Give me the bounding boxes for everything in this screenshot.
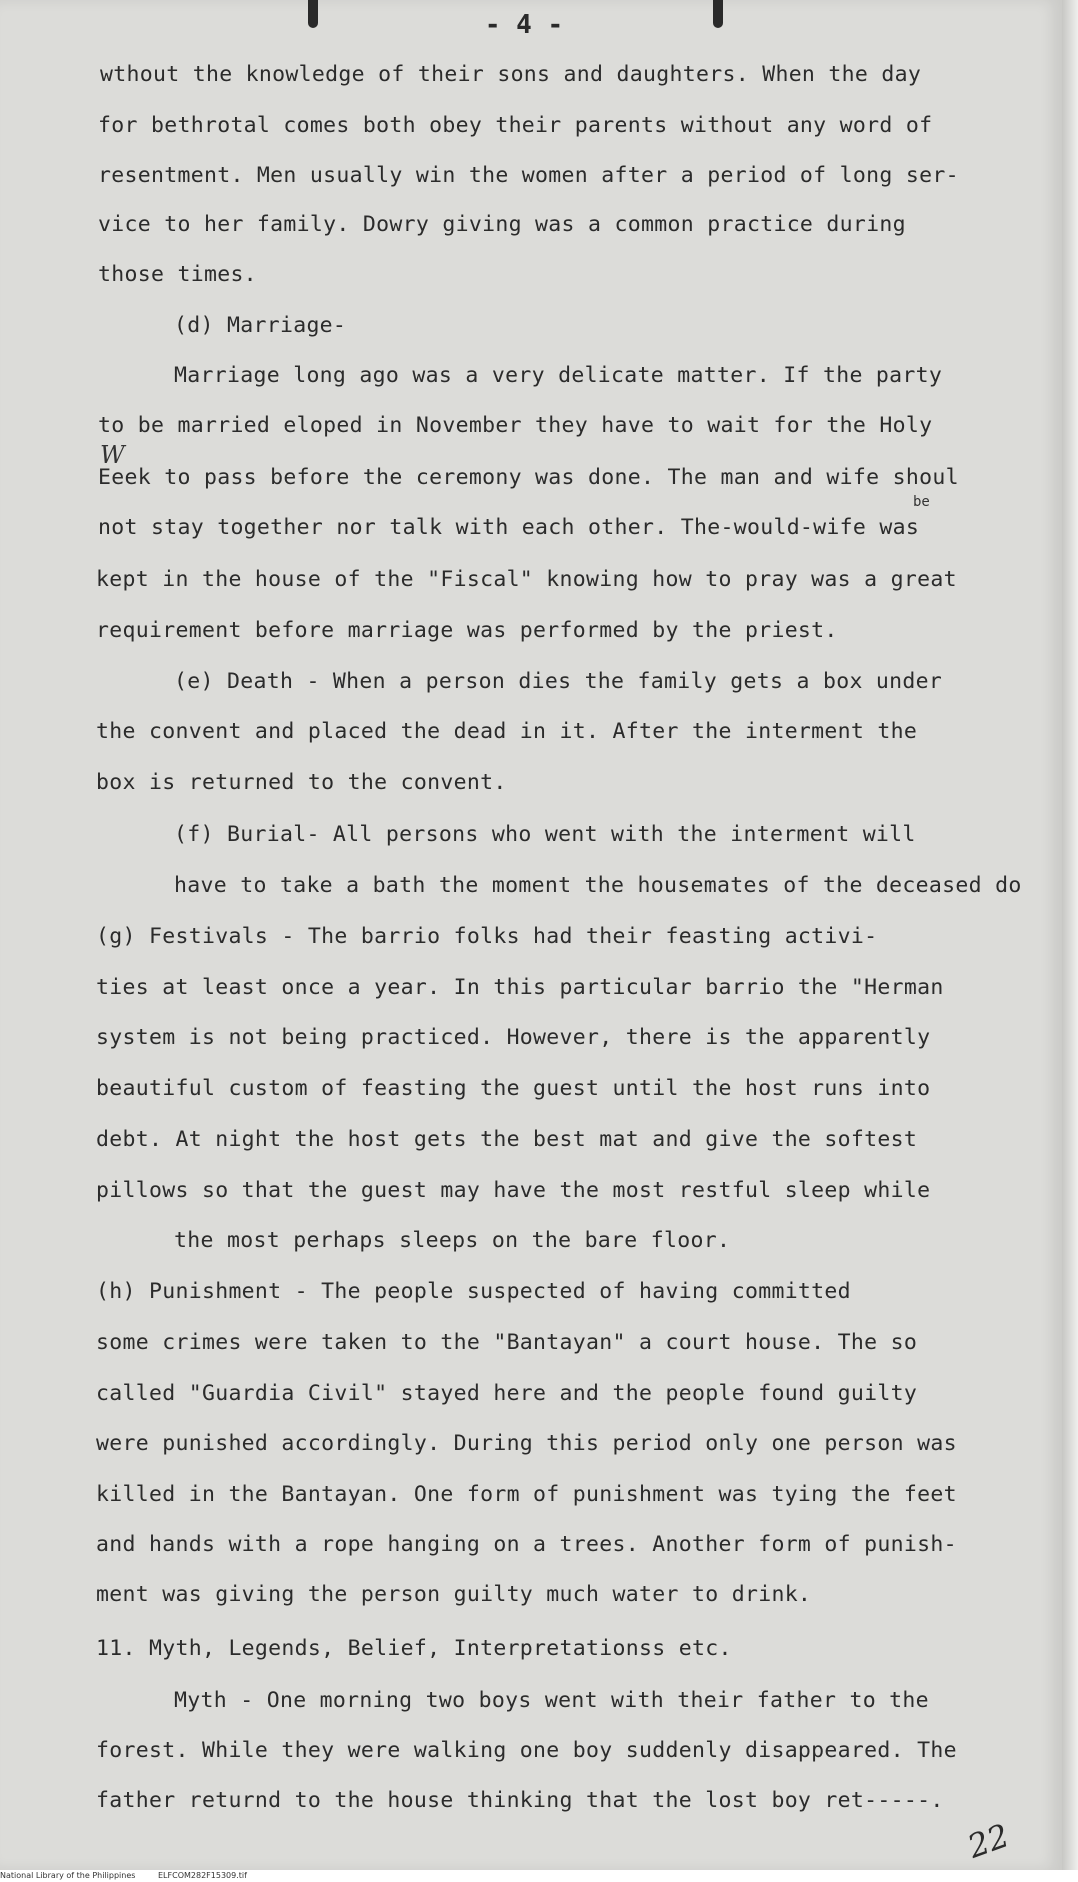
footer-file-id: ELFCOM282F15309.tif: [158, 1871, 247, 1880]
footer-library: National Library of the Philippines: [0, 1871, 136, 1880]
text-line: called "Guardia Civil" stayed here and the people found guilty: [96, 1381, 918, 1406]
handwritten-folio-number: 22: [962, 1816, 1014, 1866]
scan-footer: [0, 1870, 1078, 1882]
section-festivals: (g) Festivals - The barrio folks had their feasting activi-: [96, 924, 878, 949]
text-line: to be married eloped in November they have to wait for the Holy: [98, 413, 933, 438]
text-line: resentment. Men usually win the women after a period of long ser-: [98, 163, 959, 188]
handwritten-correction-be: be: [913, 494, 930, 510]
text-line: some crimes were taken to the "Bantayan" a court house. The so: [96, 1330, 918, 1355]
text-line: and hands with a rope hanging on a trees. Another form of punish-: [96, 1532, 957, 1557]
page-edge: [1062, 0, 1078, 1870]
text-line: the most perhaps sleeps on the bare floor.: [174, 1228, 731, 1253]
section-heading-marriage: (d) Marriage-: [174, 313, 347, 338]
section-death: (e) Death - When a person dies the family gets a box under: [174, 669, 943, 694]
text-line: ment was giving the person guilty much water to drink.: [96, 1582, 812, 1607]
text-line: the convent and placed the dead in it. After the interment the: [96, 719, 918, 744]
text-line: Marriage long ago was a very delicate matter. If the party: [174, 363, 943, 388]
text-line: killed in the Bantayan. One form of punishment was tying the feet: [96, 1482, 957, 1507]
text-line: those times.: [98, 262, 257, 287]
text-line: father returnd to the house thinking that the lost boy ret-----.: [96, 1788, 944, 1813]
handwritten-correction-w: W: [100, 441, 125, 469]
text-line: pillows so that the guest may have the most restful sleep while: [96, 1178, 931, 1203]
text-line: wthout the knowledge of their sons and daughters. When the day: [100, 62, 922, 87]
text-line: for bethrotal comes both obey their parents without any word of: [98, 113, 933, 138]
section-punishment: (h) Punishment - The people suspected of having committed: [96, 1279, 851, 1304]
text-line: forest. While they were walking one boy suddenly disappeared. The: [96, 1738, 957, 1763]
text-line: beautiful custom of feasting the guest until the host runs into: [96, 1076, 931, 1101]
text-line: Myth - One morning two boys went with their father to the: [174, 1688, 929, 1713]
text-line: debt. At night the host gets the best mat and give the softest: [96, 1127, 918, 1152]
section-heading-myths: 11. Myth, Legends, Belief, Interpretationss etc.: [96, 1636, 732, 1661]
page-number: - 4 -: [484, 10, 564, 40]
text-line: kept in the house of the "Fiscal" knowing how to pray was a great: [96, 567, 957, 592]
text-line: system is not being practiced. However, there is the apparently: [96, 1025, 931, 1050]
text-line: have to take a bath the moment the housemates of the deceased do: [174, 873, 1022, 898]
section-burial: (f) Burial- All persons who went with the interment will: [174, 822, 916, 847]
text-line: box is returned to the convent.: [96, 770, 507, 795]
text-line: requirement before marriage was performed by the priest.: [96, 618, 838, 643]
text-line: Eeek to pass before the ceremony was done. The man and wife shoul: [98, 465, 959, 490]
text-line: vice to her family. Dowry giving was a common practice during: [98, 212, 906, 237]
text-line: were punished accordingly. During this period only one person was: [96, 1431, 957, 1456]
text-line: ties at least once a year. In this particular barrio the "Herman: [96, 975, 944, 1000]
text-line: not stay together nor talk with each other. The-would-wife was: [98, 515, 920, 540]
